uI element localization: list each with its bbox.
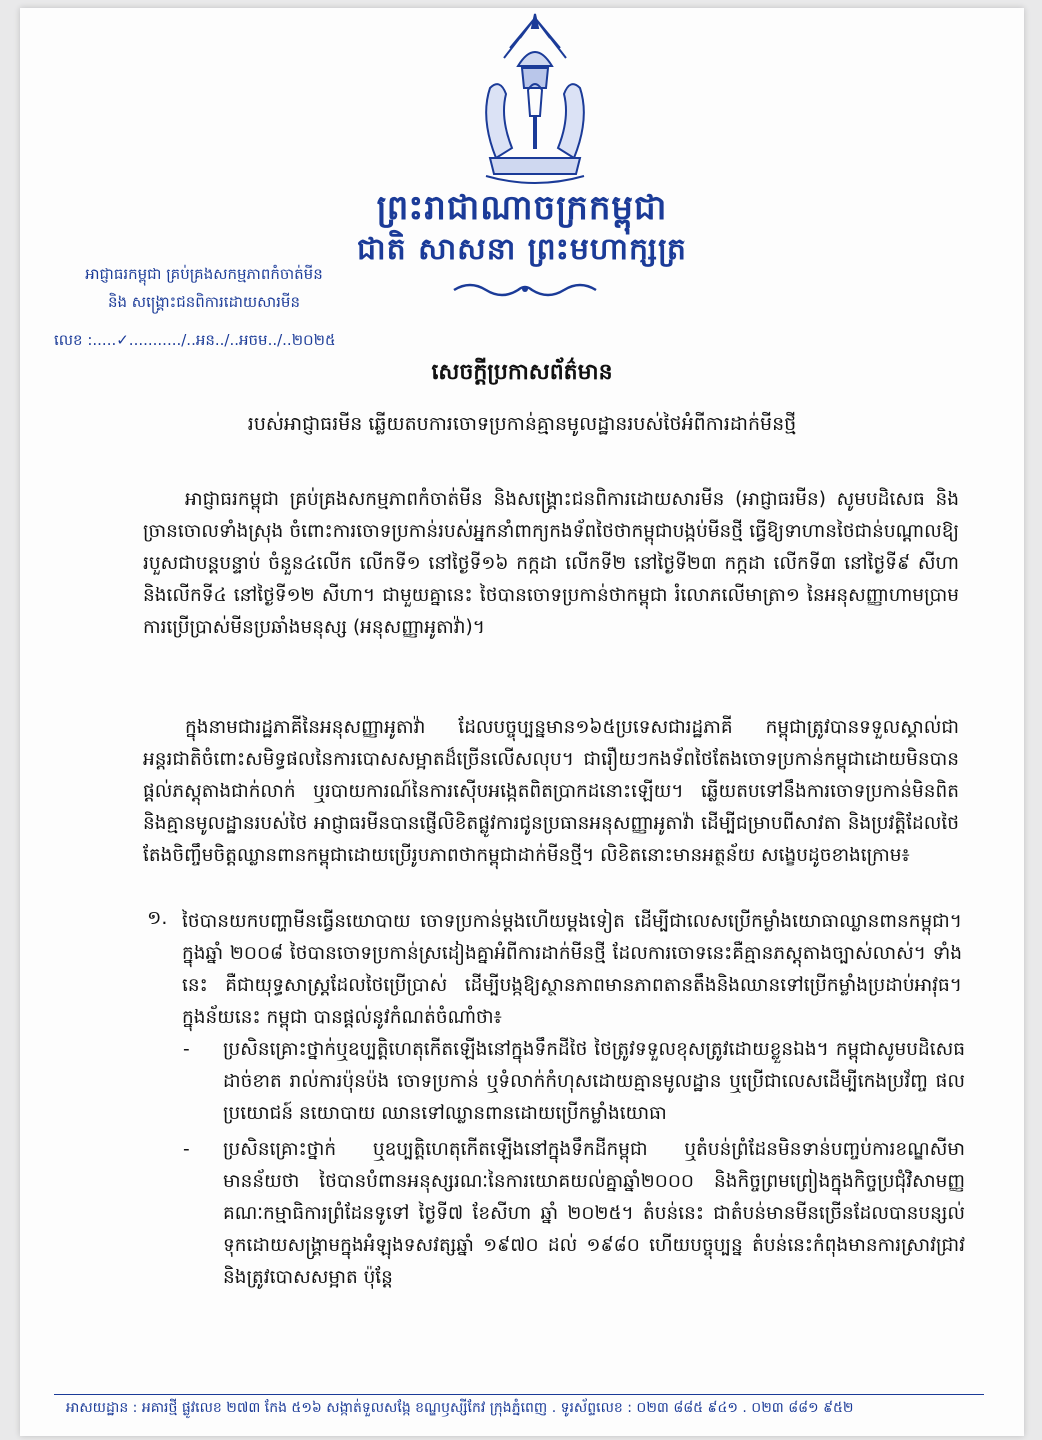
- bullet-item: [183, 1034, 965, 1130]
- flourish-icon: [450, 276, 600, 302]
- paragraph-1: អាជ្ញាធរកម្ពុជា គ្រប់គ្រងសកម្មភាពកំចាត់មីន និងសង្គ្រោះជនពិការដោយសារមីន (អាជ្ញាធរមីន) សូមបដិសេធ និងច្រានចោលទាំងស្រុង ចំពោះការចោទប្រកាន់របស់អ្នកនាំពាក្យកងទ័ពថៃថាកម្ពុជាបង្កប់មីនថ្មី ធ្វើឱ្យទាហានថៃជាន់បណ្តាលឱ្យរបួសជាបន្តបន្ទាប់ ចំនួន៤លើក លើកទី១ នៅថ្ងៃទី១៦ កក្កដា លើកទី២ នៅថ្ងៃទី២៣ កក្កដា លើកទី៣ នៅថ្ងៃទី៩ សីហា និងលើកទី៤ នៅថ្ងៃទី១២ សីហា។ ជាមួយគ្នានេះ ថៃបានចោទប្រកាន់ថាកម្ពុជា រំលោភលើមាត្រា១ នៃអនុសញ្ញាហាមប្រាមការប្រើប្រាស់មីនប្រឆាំងមនុស្ស (អនុសញ្ញាអូតាវ៉ា)។: [143, 489, 959, 638]
- bullet-dash: -: [183, 1139, 190, 1160]
- bullet-text: ប្រសិនគ្រោះថ្នាក់ឬឧប្បត្តិហេតុកើតឡើងនៅក្នុងទឹកដីថៃ ថៃត្រូវទទួលខុសត្រូវដោយខ្លួនឯង។ កម្ពុជាសូមបដិសេធដាច់ខាត រាល់ការប៉ុនប៉ង ចោទប្រកាន់ ឬទំលាក់កំហុសដោយគ្មានមូលដ្ឋាន ឬប្រើជាលេសដើម្បីកេងប្រវ័ញ្ច ផលប្រយោជន៍ នយោបាយ ឈានទៅឈ្លានពានដោយប្រើកម្លាំងយោធា: [223, 1039, 965, 1124]
- royal-emblem-icon: [460, 8, 610, 188]
- document-subtitle: របស់អាជ្ញាធរមីន ឆ្លើយតបការចោទប្រកាន់គ្មានមូលដ្ឋានរបស់ថៃអំពីការដាក់មីនថ្មី: [247, 413, 797, 435]
- footer-address: អាសយដ្ឋាន : អគារថ្មី ផ្លូវលេខ ២៧៣ កែង ៥១៦ សង្កាត់ទួលសង្កែ ខណ្ឌឫស្សីកែវ ក្រុងភ្នំពេញ . ទូរស័ព្ទលេខ : ០២៣ ៨៨៥ ៩៤១ . ០២៣ ៨៨១ ៩៥២: [66, 1400, 854, 1416]
- document-page: [20, 8, 1024, 1436]
- authority-line-2: និង សង្គ្រោះជនពិការដោយសារមីន: [108, 293, 300, 311]
- bullet-item: [183, 1134, 965, 1294]
- national-motto: ជាតិ សាសនា ព្រះមហាក្សត្រ: [357, 232, 687, 267]
- bullet-text: ប្រសិនគ្រោះថ្នាក់ ឬឧប្បត្តិហេតុកើតឡើងនៅក្នុងទឹកដីកម្ពុជា ឬតំបន់ព្រំដែនមិនទាន់បញ្ចប់ការខណ្ឌសីមា មានន័យថា ថៃបានបំពានអនុស្សរណៈនៃការយោគយល់គ្នាឆ្នាំ២០០០ និងកិច្ចព្រមព្រៀងក្នុងកិច្ចប្រជុំវិសាមញ្ញគណៈកម្មាធិការព្រំដែនទូទៅ ថ្ងៃទី៧ ខែសីហា ឆ្នាំ ២០២៥។ តំបន់នេះ ជាតំបន់មានមីនច្រើនដែលបានបន្សល់ទុកដោយសង្គ្រាមក្នុងអំឡុងទសវត្សឆ្នាំ ១៩៧០ ដល់ ១៩៨០ ហើយបច្ចុប្បន្ន តំបន់នេះកំពុងមានការស្រាវជ្រាវ និងត្រូវបោសសម្អាត ប៉ុន្តែ: [223, 1139, 965, 1288]
- footer-divider: [54, 1394, 984, 1395]
- authority-line-1: អាជ្ញាធរកម្ពុជា គ្រប់គ្រងសកម្មភាពកំចាត់មីន: [85, 265, 323, 283]
- issuing-authority: [54, 260, 354, 316]
- item-1-text: ថៃបានយកបញ្ហាមីនធ្វើនយោបាយ ចោទប្រកាន់ម្តងហើយម្តងទៀត ដើម្បីជាលេសប្រើកម្លាំងយោធាឈ្លានពានកម្ពុជា។ ក្នុងឆ្នាំ ២០០៨ ថៃបានចោទប្រកាន់ស្រដៀងគ្នាអំពីការដាក់មីនថ្មី ដែលការចោទនេះគឺគ្មានភស្តុតាងច្បាស់លាស់។ ទាំងនេះ គឺជាយុទ្ធសាស្ត្រដែលថៃប្រើប្រាស់ ដើម្បីបង្កឱ្យស្ថានភាពមានភាពតានតឹងនិងឈានទៅប្រើកម្លាំងប្រដាប់អាវុធ។ ក្នុងន័យនេះ កម្ពុជា បានផ្តល់នូវកំណត់ចំណាំថា៖: [182, 911, 962, 1028]
- item-number: ១.: [147, 907, 168, 929]
- kingdom-heading: ព្រះរាជាណាចក្រកម្ពុជា: [376, 188, 668, 228]
- paragraph-2: ក្នុងនាមជារដ្ឋភាគីនៃអនុសញ្ញាអូតាវ៉ា ដែលបច្ចុប្បន្នមាន១៦៥ប្រទេសជារដ្ឋភាគី កម្ពុជាត្រូវបានទទួលស្គាល់ជាអន្តរជាតិចំពោះសមិទ្ធផលនៃការបោសសម្អាតដ៏ច្រើនលើសលុប។ ជារឿយៗកងទ័ពថៃតែងចោទប្រកាន់កម្ពុជាដោយមិនបានផ្តល់ភស្តុតាងជាក់លាក់ ឬរបាយការណ៍នៃការស៊ើបអង្កេតពិតប្រាកដនោះឡើយ។ ឆ្លើយតបទៅនឹងការចោទប្រកាន់មិនពិត និងគ្មានមូលដ្ឋានរបស់ថៃ អាជ្ញាធរមីនបានផ្ញើលិខិតផ្លូវការជូនប្រធានអនុសញ្ញាអូតាវ៉ា ដើម្បីជម្រាបពីសាវតា និងប្រវត្តិដែលថៃតែងចិញ្ចឹមចិត្តឈ្លានពានកម្ពុជាដោយប្រើរូបភាពថាកម្ពុជាដាក់មីនថ្មី។ លិខិតនោះមានអត្ថន័យ សង្ខេបដូចខាងក្រោម៖: [143, 717, 959, 866]
- document-title: សេចក្តីប្រកាសព័ត៌មាន: [431, 360, 613, 385]
- bullet-dash: -: [183, 1039, 190, 1060]
- reference-number: លេខ :.....✓.........../..អន../..អចម../..២០២៥: [54, 331, 336, 349]
